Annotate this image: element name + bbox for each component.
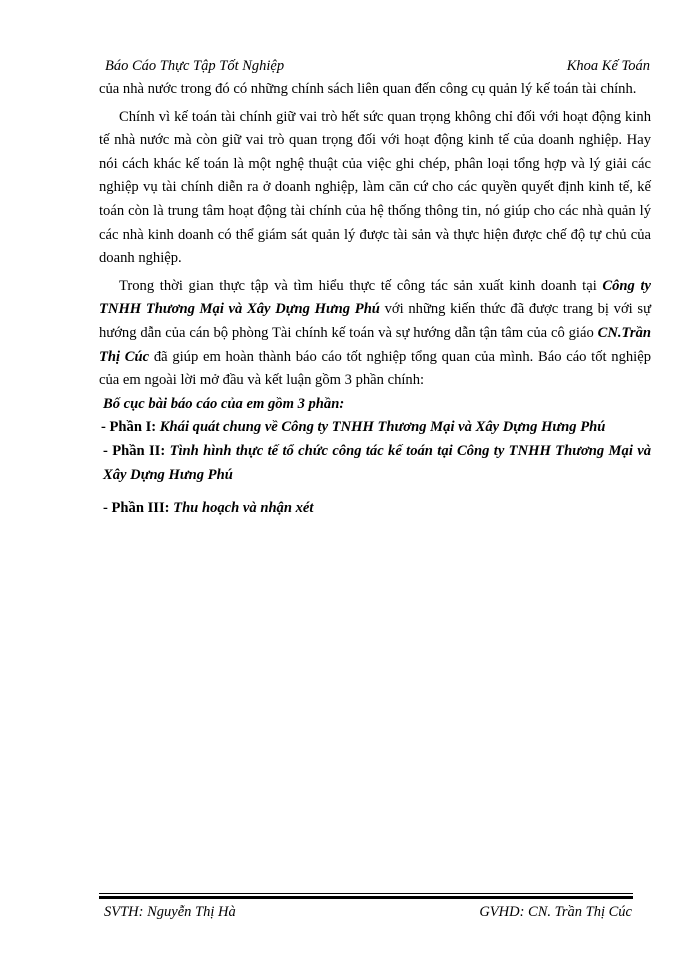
outline-title: Bố cục bài báo cáo của em gồm 3 phần: [103, 395, 345, 412]
footer-rule-thin [99, 893, 633, 894]
outline-text: Thu hoạch và nhận xét [173, 500, 314, 517]
page-header [105, 58, 650, 80]
paragraph-accounting-role: Chính vì kế toán tài chính giữ vai trò hết sức quan trọng không chỉ đối với hoạt động kinh tế nhà nước mà còn giữ vai trò quan trọng đối với hoạt động kinh tế của doanh nghiệp. Hay nói cách khác kế toán là một nghệ thuật của việc ghi chép, phân loại tổng hợp và lý giải các nghiệp vụ tài chính diễn ra ở doanh nghiệp, làm căn cứ cho các quyền quyết định kinh tế, kế toán còn là trung tâm hoạt động tài chính của hệ thống thông tin, nó giúp cho các nhà quản lý các nhà kinh doanh có thể giám sát quản lý được tài sản và thực hiện được chế độ tự chủ của doanh nghiệp. [99, 108, 651, 267]
footer-supervisor: GVHD: CN. Trần Thị Cúc [479, 904, 632, 920]
outline-label: - Phần III: [103, 500, 170, 517]
internship-text-b: với những kiến thức đã được trang bị với sự hướng dẫn của cán bộ phòng Tài chính kế toán và sự hướng dẫn tận tâm của cô giáo [99, 301, 651, 341]
outline-item-part-3 [99, 497, 651, 521]
header-report-title: Báo Cáo Thực Tập Tốt Nghiệp [105, 58, 285, 74]
teacher-name: CN.Trần Thị Cúc [99, 324, 651, 365]
footer-student: SVTH: Nguyễn Thị Hà [104, 904, 236, 920]
internship-text-c: đã giúp em hoàn thành báo cáo tốt nghiệp tổng quan của mình. Báo cáo tốt nghiệp của em ngoài lời mở đầu và kết luận gồm 3 phần chính: [99, 348, 652, 389]
header-department: Khoa Kế Toán [566, 58, 650, 74]
company-name: Công ty TNHH Thương Mại và Xây Dựng Hưng Phú [99, 277, 651, 318]
page-footer [104, 904, 632, 926]
outline-label: - Phần II: [103, 442, 166, 459]
internship-text-a: Trong thời gian thực tập và tìm hiểu thực tế công tác sản xuất kinh doanh tại [119, 277, 597, 294]
outline-text: Khái quát chung về Công ty TNHH Thương Mại và Xây Dựng Hưng Phú [159, 419, 606, 436]
outline-item-part-1 [99, 416, 651, 440]
paragraph-continuation: của nhà nước trong đó có những chính sách liên quan đến công cụ quản lý kế toán tài chính. [99, 81, 637, 97]
outline-label: - Phần I: [101, 419, 157, 436]
document-body [99, 78, 651, 521]
footer-rule-thick [99, 896, 633, 899]
paragraph-internship [99, 275, 651, 393]
outline-text: Tình hình thực tế tổ chức công tác kế toán tại Công ty TNHH Thương Mại và Xây Dựng Hưng Phú [103, 442, 651, 483]
outline-item-part-2 [99, 440, 651, 487]
